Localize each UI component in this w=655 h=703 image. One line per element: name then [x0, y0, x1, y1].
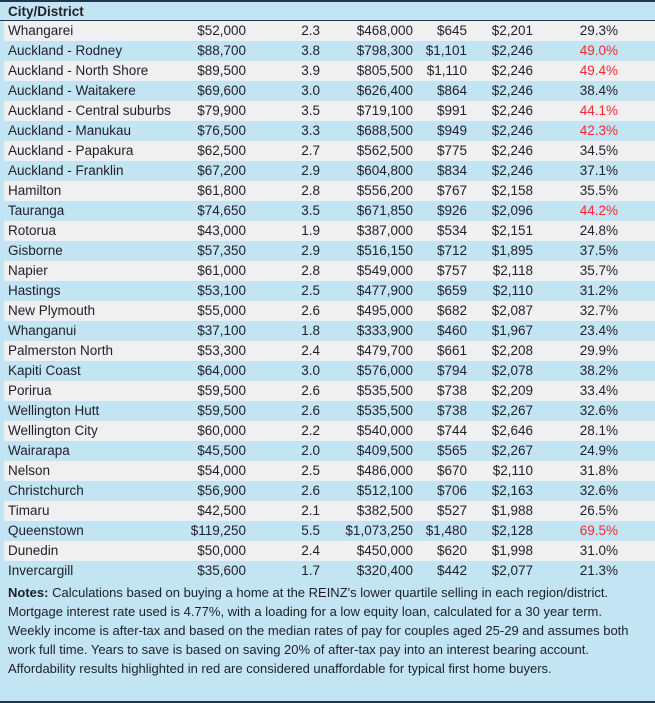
city-cell: Christchurch — [8, 483, 84, 498]
value-cell: 1.8 — [301, 323, 320, 338]
value-cell: $59,500 — [197, 383, 246, 398]
value-cell: 32.6% — [579, 403, 618, 418]
value-cell: 3.9 — [301, 63, 320, 78]
city-cell: Auckland - North Shore — [8, 63, 149, 78]
value-cell: $2,246 — [491, 63, 533, 78]
table-header-city: City/District — [8, 4, 84, 19]
value-cell: 31.8% — [579, 463, 618, 478]
value-cell: 31.2% — [579, 283, 618, 298]
value-cell: $76,500 — [197, 123, 246, 138]
city-cell: Nelson — [8, 463, 51, 478]
city-cell: Wellington City — [8, 423, 98, 438]
value-cell: $2,246 — [491, 163, 533, 178]
value-cell: $382,500 — [356, 503, 413, 518]
table-row — [4, 61, 655, 81]
value-cell: 26.5% — [579, 503, 618, 518]
value-cell: $512,100 — [356, 483, 413, 498]
city-cell: Napier — [8, 263, 48, 278]
value-cell: $42,500 — [197, 503, 246, 518]
value-cell: 2.4 — [301, 543, 320, 558]
value-cell: $535,500 — [356, 383, 413, 398]
table-row — [4, 21, 655, 41]
value-cell: 2.3 — [301, 23, 320, 38]
city-cell: Kapiti Coast — [8, 363, 81, 378]
value-cell: $53,300 — [197, 343, 246, 358]
value-cell: $576,000 — [356, 363, 413, 378]
value-cell: $864 — [436, 83, 467, 98]
value-cell: $620 — [436, 543, 467, 558]
table-row — [4, 181, 655, 201]
value-cell: $387,000 — [356, 223, 413, 238]
table-row — [4, 101, 655, 121]
notes-text: Calculations based on buying a home at the REINZ's lower quartile selling in each region/district. Mortgage interest rate used is 4.77%, with a loading for a low equity loan, calculated for a 30 year term. Weekly income is after-tax and based on the median rates of pay for couples aged 25-29 and assumes both work full time. Years to save is based on saving 20% of after-tax pay into an interest bearing account. Affordability results highlighted in red are considered unaffordable for typical first home buyers. — [8, 585, 629, 676]
value-cell: $2,128 — [491, 523, 533, 538]
value-cell: $562,500 — [356, 143, 413, 158]
value-cell: $706 — [436, 483, 467, 498]
value-cell: $549,000 — [356, 263, 413, 278]
value-cell: 2.0 — [301, 443, 320, 458]
value-cell: 49.4% — [579, 63, 618, 78]
city-cell: Auckland - Central suburbs — [8, 103, 171, 118]
value-cell: 3.0 — [301, 363, 320, 378]
value-cell: 29.9% — [579, 343, 618, 358]
notes — [0, 581, 655, 678]
city-cell: Auckland - Franklin — [8, 163, 124, 178]
value-cell: $88,700 — [197, 43, 246, 58]
value-cell: $2,158 — [491, 183, 533, 198]
value-cell: 44.2% — [579, 203, 618, 218]
value-cell: 2.9 — [301, 163, 320, 178]
value-cell: $516,150 — [356, 243, 413, 258]
table-row — [4, 241, 655, 261]
value-cell: 37.1% — [579, 163, 618, 178]
value-cell: $479,700 — [356, 343, 413, 358]
value-cell: $2,246 — [491, 43, 533, 58]
value-cell: 37.5% — [579, 243, 618, 258]
value-cell: $688,500 — [356, 123, 413, 138]
value-cell: $671,850 — [356, 203, 413, 218]
value-cell: 1.9 — [301, 223, 320, 238]
value-cell: $35,600 — [197, 563, 246, 578]
value-cell: $535,500 — [356, 403, 413, 418]
city-cell: Timaru — [8, 503, 50, 518]
value-cell: 2.1 — [301, 503, 320, 518]
value-cell: $738 — [436, 403, 467, 418]
value-cell: 2.8 — [301, 183, 320, 198]
value-cell: $738 — [436, 383, 467, 398]
value-cell: 35.5% — [579, 183, 618, 198]
value-cell: $744 — [436, 423, 467, 438]
value-cell: $1,073,250 — [345, 523, 413, 538]
value-cell: $69,600 — [197, 83, 246, 98]
table-header-row — [0, 2, 655, 21]
value-cell: $712 — [436, 243, 467, 258]
table-row — [4, 381, 655, 401]
city-cell: Whanganui — [8, 323, 77, 338]
value-cell: 24.9% — [579, 443, 618, 458]
value-cell: $534 — [436, 223, 467, 238]
value-cell: $556,200 — [356, 183, 413, 198]
value-cell: 3.0 — [301, 83, 320, 98]
value-cell: 35.7% — [579, 263, 618, 278]
value-cell: $79,900 — [197, 103, 246, 118]
value-cell: 2.2 — [301, 423, 320, 438]
value-cell: $527 — [436, 503, 467, 518]
value-cell: $834 — [436, 163, 467, 178]
value-cell: 44.1% — [579, 103, 618, 118]
value-cell: $805,500 — [356, 63, 413, 78]
value-cell: $1,101 — [425, 43, 467, 58]
value-cell: 42.3% — [579, 123, 618, 138]
value-cell: $775 — [436, 143, 467, 158]
table-row — [4, 81, 655, 101]
value-cell: $495,000 — [356, 303, 413, 318]
city-cell: New Plymouth — [8, 303, 96, 318]
value-cell: $61,000 — [197, 263, 246, 278]
value-cell: 21.3% — [579, 563, 618, 578]
value-cell: $540,000 — [356, 423, 413, 438]
value-cell: $2,096 — [491, 203, 533, 218]
city-cell: Wellington Hutt — [8, 403, 100, 418]
value-cell: 33.4% — [579, 383, 618, 398]
value-cell: $2,077 — [491, 563, 533, 578]
value-cell: 38.2% — [579, 363, 618, 378]
value-cell: 2.6 — [301, 483, 320, 498]
value-cell: $64,000 — [197, 363, 246, 378]
value-cell: 1.7 — [301, 563, 320, 578]
value-cell: 2.6 — [301, 303, 320, 318]
value-cell: $2,208 — [491, 343, 533, 358]
value-cell: $2,201 — [491, 23, 533, 38]
value-cell: $50,000 — [197, 543, 246, 558]
table-row — [4, 41, 655, 61]
city-cell: Auckland - Waitakere — [8, 83, 136, 98]
value-cell: $59,500 — [197, 403, 246, 418]
value-cell: $2,246 — [491, 103, 533, 118]
value-cell: $56,900 — [197, 483, 246, 498]
value-cell: $949 — [436, 123, 467, 138]
table-row — [4, 221, 655, 241]
value-cell: $626,400 — [356, 83, 413, 98]
value-cell: $2,151 — [491, 223, 533, 238]
city-cell: Dunedin — [8, 543, 59, 558]
value-cell: 38.4% — [579, 83, 618, 98]
table-row — [4, 341, 655, 361]
value-cell: $1,988 — [491, 503, 533, 518]
city-cell: Hastings — [8, 283, 61, 298]
value-cell: $2,209 — [491, 383, 533, 398]
value-cell: $2,246 — [491, 143, 533, 158]
value-cell: 32.7% — [579, 303, 618, 318]
value-cell: $2,267 — [491, 403, 533, 418]
city-cell: Auckland - Rodney — [8, 43, 123, 58]
table-row — [4, 121, 655, 141]
value-cell: $468,000 — [356, 23, 413, 38]
value-cell: 2.5 — [301, 463, 320, 478]
value-cell: $767 — [436, 183, 467, 198]
table-row — [4, 301, 655, 321]
value-cell: 29.3% — [579, 23, 618, 38]
city-cell: Wairarapa — [8, 443, 70, 458]
value-cell: $565 — [436, 443, 467, 458]
table-row — [4, 141, 655, 161]
value-cell: $926 — [436, 203, 467, 218]
value-cell: $1,998 — [491, 543, 533, 558]
value-cell: $119,250 — [190, 523, 246, 538]
value-cell: $2,163 — [491, 483, 533, 498]
value-cell: $74,650 — [197, 203, 246, 218]
value-cell: 69.5% — [579, 523, 618, 538]
value-cell: $604,800 — [356, 163, 413, 178]
value-cell: $2,246 — [491, 123, 533, 138]
value-cell: $477,900 — [356, 283, 413, 298]
city-cell: Auckland - Papakura — [8, 143, 134, 158]
value-cell: 3.3 — [301, 123, 320, 138]
value-cell: $2,646 — [491, 423, 533, 438]
value-cell: $45,500 — [197, 443, 246, 458]
value-cell: 3.5 — [301, 203, 320, 218]
value-cell: 24.8% — [579, 223, 618, 238]
value-cell: 28.1% — [579, 423, 618, 438]
value-cell: $2,110 — [492, 463, 533, 478]
value-cell: $2,118 — [492, 263, 533, 278]
value-cell: $61,800 — [197, 183, 246, 198]
notes-label: Notes: — [8, 585, 49, 600]
value-cell: $1,895 — [491, 243, 533, 258]
value-cell: 2.6 — [301, 403, 320, 418]
value-cell: $60,000 — [197, 423, 246, 438]
value-cell: $682 — [436, 303, 467, 318]
value-cell: $719,100 — [356, 103, 413, 118]
value-cell: 5.5 — [301, 523, 320, 538]
value-cell: $2,087 — [491, 303, 533, 318]
value-cell: $55,000 — [197, 303, 246, 318]
table-row — [4, 501, 655, 521]
value-cell: $320,400 — [356, 563, 413, 578]
value-cell: 3.5 — [301, 103, 320, 118]
table-row — [4, 521, 655, 541]
value-cell: $661 — [436, 343, 467, 358]
value-cell: $37,100 — [197, 323, 246, 338]
value-cell: $450,000 — [356, 543, 413, 558]
city-cell: Tauranga — [8, 203, 65, 218]
value-cell: $52,000 — [197, 23, 246, 38]
table-row — [4, 261, 655, 281]
value-cell: $2,078 — [491, 363, 533, 378]
city-cell: Auckland - Manukau — [8, 123, 132, 138]
value-cell: $991 — [436, 103, 467, 118]
city-cell: Hamilton — [8, 183, 62, 198]
value-cell: $53,100 — [197, 283, 246, 298]
value-cell: $442 — [436, 563, 467, 578]
value-cell: $62,500 — [197, 143, 246, 158]
value-cell: $1,967 — [491, 323, 533, 338]
value-cell: $670 — [436, 463, 467, 478]
value-cell: $794 — [436, 363, 467, 378]
city-cell: Invercargill — [8, 563, 74, 578]
value-cell: $486,000 — [356, 463, 413, 478]
value-cell: $798,300 — [356, 43, 413, 58]
value-cell: $645 — [436, 23, 467, 38]
value-cell: $1,110 — [426, 63, 467, 78]
city-cell: Whangarei — [8, 23, 74, 38]
value-cell: $333,900 — [356, 323, 413, 338]
value-cell: $1,480 — [425, 523, 467, 538]
table-row — [4, 321, 655, 341]
value-cell: 31.0% — [579, 543, 618, 558]
value-cell: $67,200 — [197, 163, 246, 178]
value-cell: 32.6% — [579, 483, 618, 498]
value-cell: $89,500 — [197, 63, 246, 78]
value-cell: 34.5% — [579, 143, 618, 158]
table-row — [4, 561, 655, 581]
value-cell: 3.8 — [301, 43, 320, 58]
table-row — [4, 461, 655, 481]
value-cell: 2.4 — [301, 343, 320, 358]
table-row — [4, 161, 655, 181]
city-cell: Gisborne — [8, 243, 63, 258]
value-cell: 2.5 — [301, 283, 320, 298]
value-cell: 23.4% — [579, 323, 618, 338]
value-cell: $2,267 — [491, 443, 533, 458]
value-cell: $409,500 — [356, 443, 413, 458]
value-cell: $2,110 — [492, 283, 533, 298]
table-body — [0, 21, 655, 581]
value-cell: $2,246 — [491, 83, 533, 98]
value-cell: $757 — [436, 263, 467, 278]
city-cell: Rotorua — [8, 223, 57, 238]
city-cell: Queenstown — [8, 523, 84, 538]
table-row — [4, 281, 655, 301]
value-cell: $43,000 — [197, 223, 246, 238]
value-cell: $659 — [436, 283, 467, 298]
value-cell: 2.8 — [301, 263, 320, 278]
table-row — [4, 401, 655, 421]
table-row — [4, 441, 655, 461]
city-cell: Porirua — [8, 383, 52, 398]
table-row — [4, 541, 655, 561]
value-cell: 49.0% — [579, 43, 618, 58]
table-row — [4, 481, 655, 501]
value-cell: 2.7 — [301, 143, 320, 158]
table-row — [4, 421, 655, 441]
table-row — [4, 201, 655, 221]
value-cell: $460 — [436, 323, 467, 338]
value-cell: $57,350 — [197, 243, 246, 258]
value-cell: $54,000 — [197, 463, 246, 478]
city-cell: Palmerston North — [8, 343, 114, 358]
value-cell: 2.6 — [301, 383, 320, 398]
value-cell: 2.9 — [301, 243, 320, 258]
table-row — [4, 361, 655, 381]
